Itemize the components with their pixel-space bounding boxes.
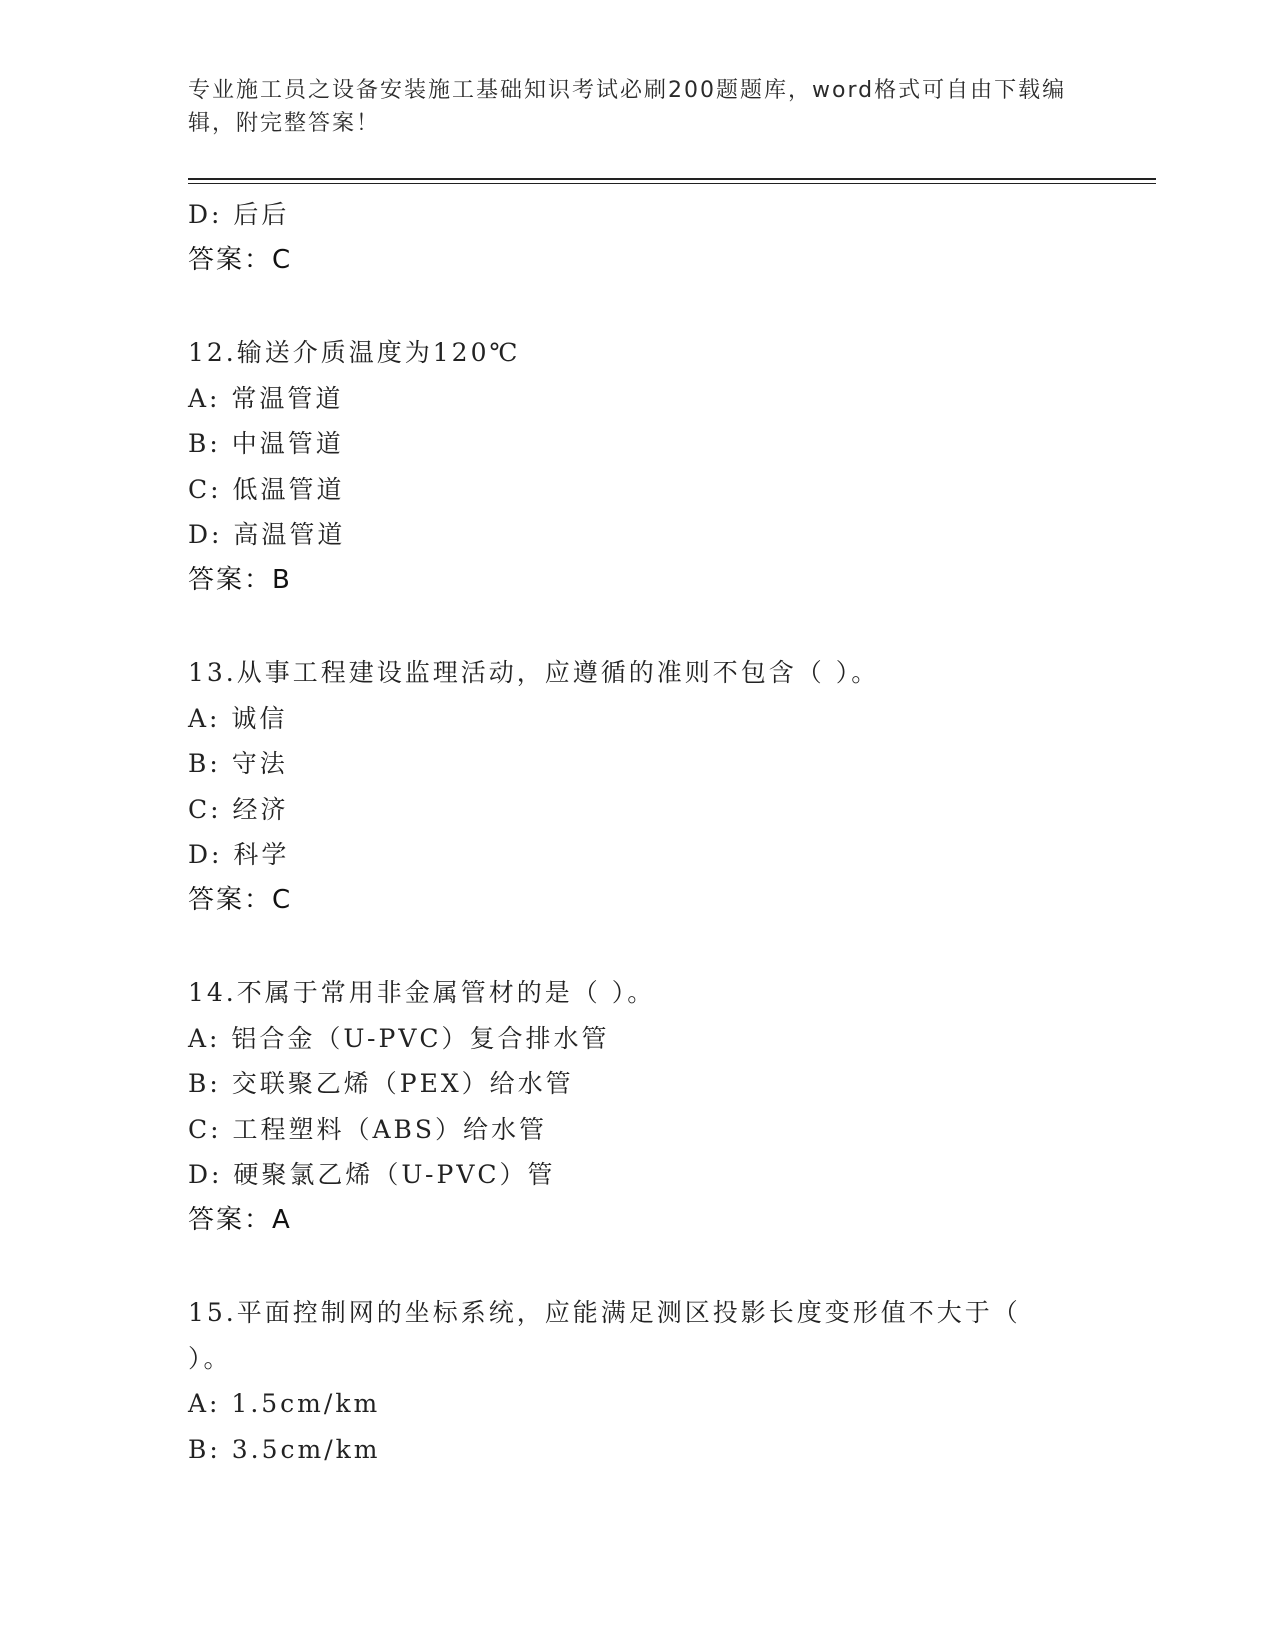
question-block-13 <box>188 650 1088 923</box>
question-title: 12.输送介质温度为120℃ <box>188 338 521 367</box>
question-block-15 <box>188 1290 1088 1472</box>
option-b: B: 交联聚乙烯（PEX）给水管 <box>188 1069 574 1098</box>
answer-line: 答案：C <box>188 244 293 275</box>
answer-line: 答案：B <box>188 564 292 595</box>
option-a: A: 诚信 <box>188 703 288 733</box>
option-d: D: 硬聚氯乙烯（U-PVC）管 <box>188 1160 556 1189</box>
question-block-12 <box>188 330 1088 603</box>
document-header: 专业施工员之设备安装施工基础知识考试必刷200题题库，word格式可自由下载编辑，附完整答案！ <box>188 78 1067 136</box>
question-title: 15.平面控制网的坐标系统，应能满足测区投影长度变形值不大于（ ）。 <box>188 1298 1021 1373</box>
option-b: B: 守法 <box>188 749 288 778</box>
header-rule-thick <box>188 178 1156 180</box>
question-title: 14.不属于常用非金属管材的是（ ）。 <box>188 978 656 1007</box>
option-b: B: 3.5cm/km <box>188 1434 381 1464</box>
option-a: A: 常温管道 <box>188 383 344 413</box>
option-d: D: 高温管道 <box>188 520 346 549</box>
option-b: B: 中温管道 <box>188 429 344 458</box>
option-c: C: 工程塑料（ABS）给水管 <box>188 1114 548 1144</box>
question-list <box>188 192 1088 1472</box>
answer-line: 答案：A <box>188 1204 292 1235</box>
answer-line: 答案：C <box>188 884 293 915</box>
option-c: C: 经济 <box>188 794 289 824</box>
header-rule-thin <box>188 183 1156 184</box>
question-title: 13.从事工程建设监理活动，应遵循的准则不包含（ ）。 <box>188 658 880 687</box>
option-c: C: 低温管道 <box>188 474 345 504</box>
option-d: D: 后后 <box>188 200 290 229</box>
option-a: A: 1.5cm/km <box>188 1389 381 1418</box>
question-block-14 <box>188 970 1088 1243</box>
option-a: A: 铝合金（U-PVC）复合排水管 <box>188 1023 610 1053</box>
option-d: D: 科学 <box>188 840 290 869</box>
